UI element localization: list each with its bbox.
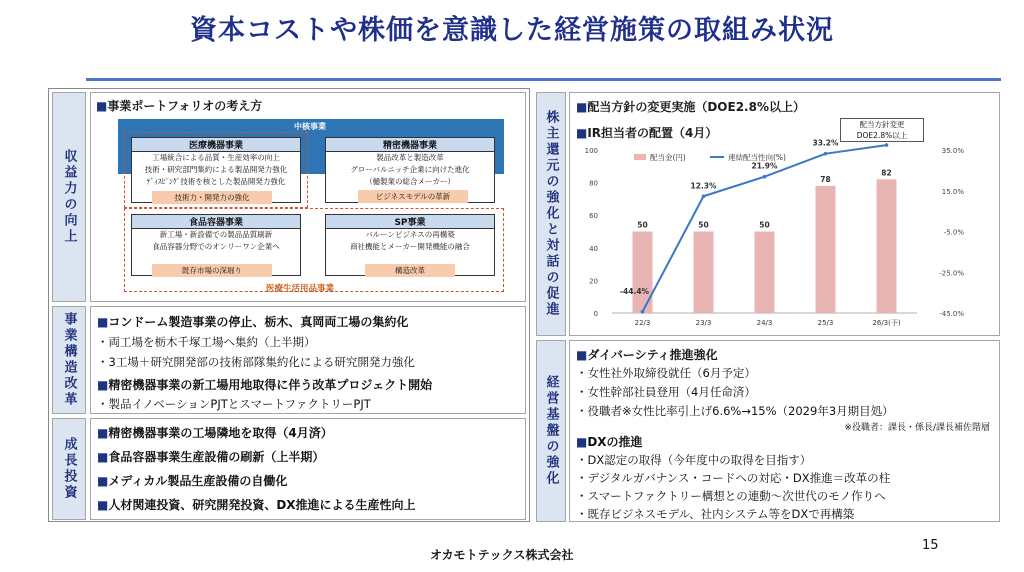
bar-dividend <box>694 232 714 314</box>
list-item: ・女性幹部社員登用（4月任命済） <box>576 385 756 399</box>
list-item: ・女性社外取締役就任（6月予定） <box>576 366 756 380</box>
bar-dividend <box>877 179 897 313</box>
x-tick-label: 25/3 <box>817 319 834 327</box>
legend-swatch-dividend <box>634 154 646 160</box>
list-item: ・両工場を栃木千塚工場へ集約（上半期） <box>97 335 316 349</box>
medical-tag: 技術力・開発力の強化 <box>152 191 272 204</box>
bar-dividend <box>755 232 775 314</box>
line-data-label: 12.3% <box>690 181 717 191</box>
sp-business-title: SP事業 <box>326 215 494 229</box>
bar-data-label: 78 <box>820 174 831 184</box>
y-left-tick-label: 60 <box>589 212 598 221</box>
y-left-tick-label: 40 <box>589 244 598 253</box>
bar-dividend <box>816 186 836 313</box>
medical-line: ﾃﾞｨｽﾋﾟﾝｸﾞ技術を核とした製品開発力強化 <box>146 177 286 186</box>
callout-line: 配当方針変更 <box>859 120 905 129</box>
list-item: ・DX認定の取得（今年度中の取得を目指す） <box>576 453 812 467</box>
core-business-label: 中核事業 <box>294 122 326 131</box>
portfolio-heading: ■事業ポートフォリオの考え方 <box>96 99 263 113</box>
payout-ratio-point <box>641 310 645 314</box>
payout-ratio-point <box>763 175 767 179</box>
legend-label-dividend: 配当金(円) <box>650 153 686 162</box>
list-item: ■精密機器事業の新工場用地取得に伴う改革プロジェクト開始 <box>97 378 433 392</box>
medical-life-label: 医療生活用品事業 <box>266 284 335 294</box>
sp-line: バルーンビジネスの再構築 <box>365 230 455 239</box>
precision-line: 製品改革と製造改革 <box>376 153 444 162</box>
list-item: ・デジタルガバナンス・コードへの対応・DX推進＝改革の柱 <box>576 471 891 485</box>
list-item: ■コンドーム製造事業の停止、栃木、真岡両工場の集約化 <box>97 315 409 329</box>
precision-device-title: 精密機器事業 <box>326 138 494 152</box>
food-container-title: 食品容器事業 <box>132 215 300 229</box>
list-item: ・既存ビジネスモデル、社内システム等をDXで再構築 <box>576 507 855 521</box>
bar-dividend <box>633 232 653 314</box>
bar-data-label: 50 <box>637 220 648 230</box>
payout-ratio-point <box>885 143 889 147</box>
line-data-label: -44.4% <box>619 286 650 296</box>
x-tick-label: 23/3 <box>695 319 712 327</box>
dividend-heading: ■配当方針の変更実施（DOE2.8%以上） <box>576 100 805 114</box>
legend-label-payout: 連結配当性向(%) <box>728 153 786 162</box>
dividend-policy-callout <box>840 118 924 142</box>
dividend-chart <box>572 138 997 334</box>
medical-line: 技術・研究部門集約による製品開発力強化 <box>144 165 288 174</box>
callout-line: DOE2.8%以上 <box>856 131 908 140</box>
diversity-heading: ■ダイバーシティ推進強化 <box>576 348 718 362</box>
tab-management-foundation: 経営基盤の強化 <box>536 340 566 522</box>
growth-list <box>97 424 523 520</box>
x-tick-label: 26/3(予) <box>872 319 901 327</box>
page-title: 資本コストや株価を意識した経営施策の取組み状況 <box>190 15 834 46</box>
y-right-tick-label: -25.0% <box>939 269 964 278</box>
ir-heading: ■IR担当者の配置（4月） <box>576 126 718 140</box>
line-data-label: 33.2% <box>812 138 839 148</box>
tab-growth-investment: 成長投資 <box>52 418 86 520</box>
medical-device-title: 医療機器事業 <box>132 138 300 152</box>
page-number: 15 <box>922 538 939 553</box>
tab-profit-improvement: 収益力の向上 <box>52 92 86 302</box>
list-item: ・役職者※女性比率引上げ6.6%→15%（2029年3月期目処） <box>576 404 894 418</box>
y-right-tick-label: -5.0% <box>943 228 964 237</box>
line-data-label: 21.9% <box>751 161 778 171</box>
precision-line: （樋製業の総合メーカー） <box>365 177 455 186</box>
medical-line: 工場統合による品質・生産効率の向上 <box>152 153 280 162</box>
tab-shareholder-return: 株主還元の強化と対話の促進 <box>536 92 566 336</box>
diversity-note: ※役職者：課長・係長/課長補佐階層 <box>844 423 990 433</box>
precision-tag: ビジネスモデルの革新 <box>358 190 468 203</box>
x-tick-label: 24/3 <box>756 319 773 327</box>
title-underline <box>86 78 1001 81</box>
y-right-tick-label: -45.0% <box>939 310 964 318</box>
dx-heading: ■DXの推進 <box>576 435 643 449</box>
y-left-tick-label: 80 <box>589 179 598 188</box>
management-list <box>576 346 996 524</box>
sp-tag: 構造改革 <box>365 264 455 277</box>
x-tick-label: 22/3 <box>634 319 651 327</box>
list-item: ■食品容器事業生産設備の刷新（上半期） <box>97 450 325 464</box>
tab-business-restructure: 事業構造改革 <box>52 306 86 414</box>
y-left-tick-label: 20 <box>589 277 598 286</box>
restructure-list <box>97 313 523 414</box>
y-left-tick-label: 0 <box>593 310 598 318</box>
list-item: ・3工場＋研究開発部の技術部隊集約化による研究開発力強化 <box>97 355 415 369</box>
company-logo-text: オカモトテックス株式会社 <box>430 548 574 562</box>
payout-ratio-point <box>824 152 828 156</box>
bar-data-label: 82 <box>881 168 892 178</box>
list-item: ・製品イノベーションPJTとスマートファクトリーPJT <box>97 397 371 411</box>
y-left-tick-label: 100 <box>584 147 598 155</box>
list-item: ■精密機器事業の工場隣地を取得（4月済） <box>97 426 333 440</box>
y-right-tick-label: 15.0% <box>941 187 964 196</box>
bar-data-label: 50 <box>698 220 709 230</box>
list-item: ■メディカル製品生産設備の自働化 <box>97 474 288 488</box>
y-right-tick-label: 35.0% <box>941 147 964 155</box>
food-line: 食品容器分野でのオンリーワン企業へ <box>152 242 280 251</box>
list-item: ■人材関連投資、研究開発投資、DX推進による生産性向上 <box>97 498 416 512</box>
bar-data-label: 50 <box>759 220 770 230</box>
food-tag: 既存市場の深堀り <box>152 264 272 277</box>
precision-line: グローバルニッチ企業に向けた進化 <box>350 165 470 174</box>
sp-line: 商社機能とメーカー開発機能の融合 <box>350 242 470 251</box>
list-item: ・スマートファクトリー構想との連動～次世代のモノ作りへ <box>576 489 886 503</box>
payout-ratio-point <box>702 194 706 198</box>
food-line: 新工場・新設備での製品品質刷新 <box>159 230 273 239</box>
